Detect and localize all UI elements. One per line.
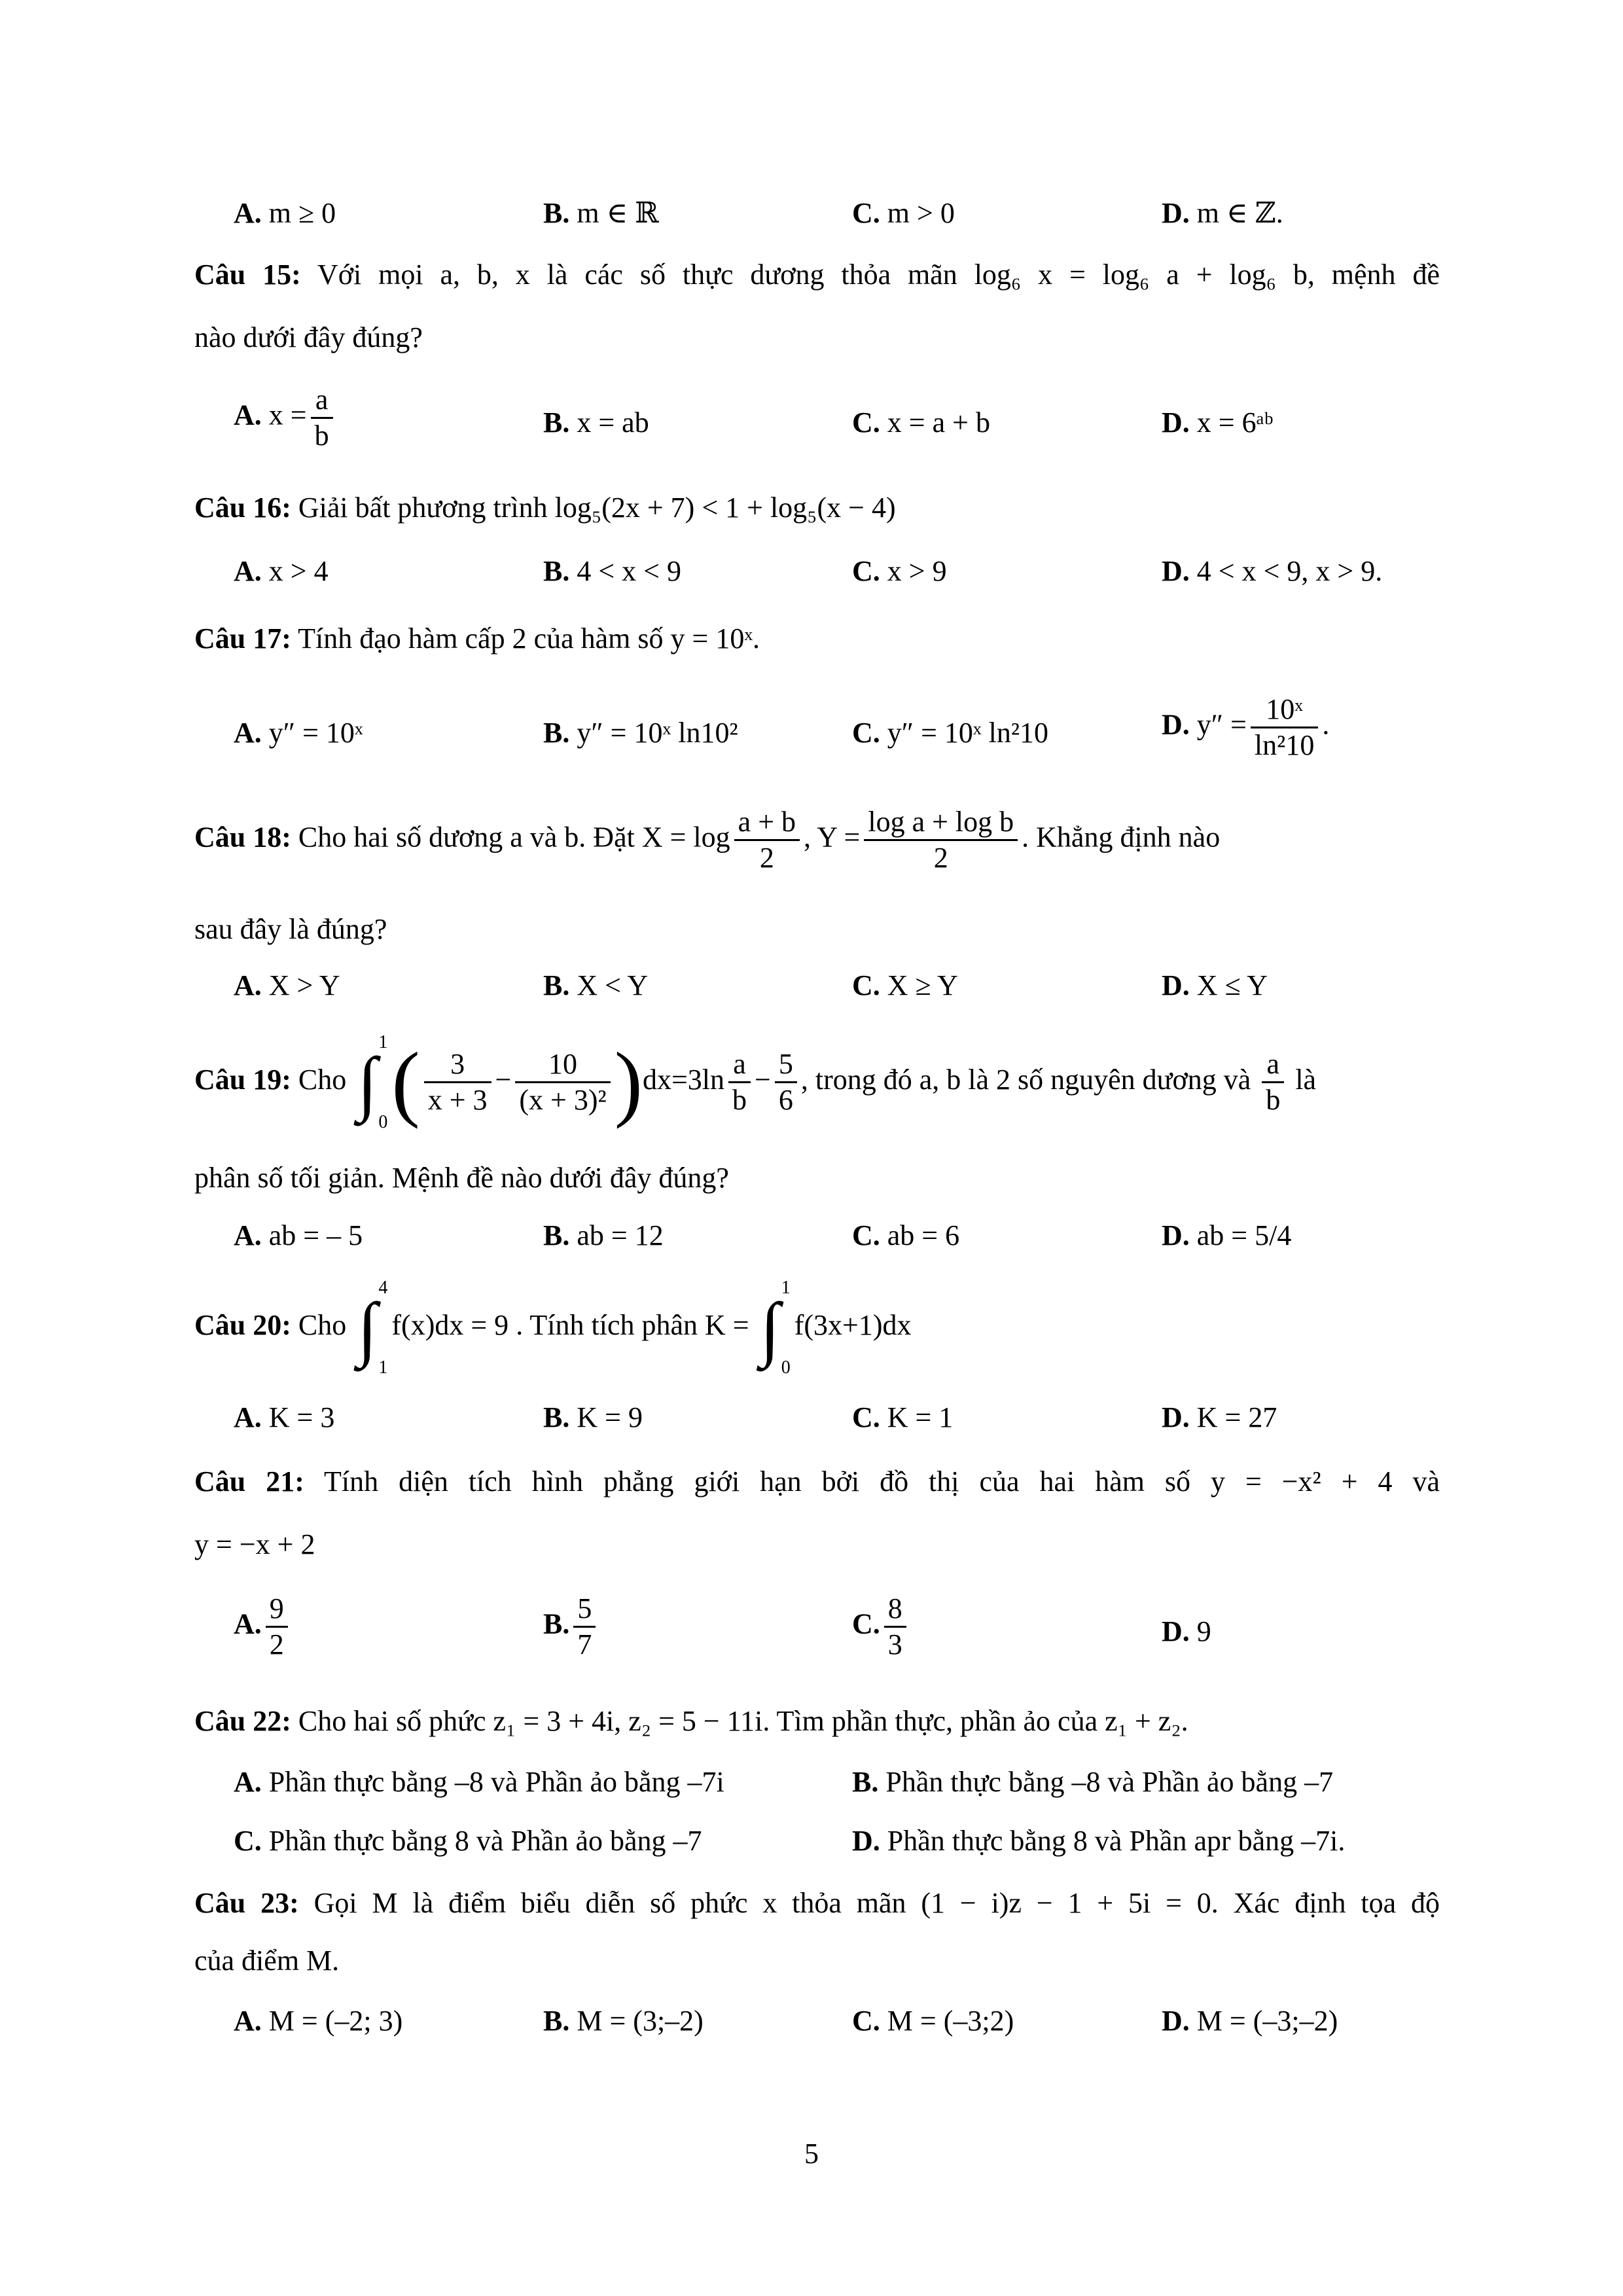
q19-option-d: D. ab = 5/4 [1162, 1219, 1292, 1251]
q23-stem: Câu 23: Gọi M là điểm biểu diễn số phức x thỏa mãn (1 − i)z − 1 + 5i = 0. Xác định tọa độ [194, 1887, 1440, 1919]
q15-option-b: B. x = ab [543, 406, 649, 439]
q22-option-c: C. Phần thực bằng 8 và Phần ảo bằng –7 [234, 1825, 702, 1857]
page-number: 5 [804, 2138, 819, 2170]
q16-stem: Câu 16: Giải bất phương trình log₅(2x + 7) < 1 + log₅(x − 4) [194, 492, 896, 524]
q17-stem: Câu 17: Tính đạo hàm cấp 2 của hàm số y = 10ˣ. [194, 622, 760, 655]
q16-option-a: A. x > 4 [234, 555, 329, 587]
q19-stem-line2: phân số tối giản. Mệnh đề nào dưới đây đúng? [194, 1162, 729, 1194]
q21-stem: Câu 21: Tính diện tích hình phẳng giới hạn bởi đồ thị của hai hàm số y = −x² + 4 và [194, 1465, 1440, 1498]
integral-sign: ∫ 1 0 [357, 1031, 388, 1132]
q15-option-a: A. x = $\frac{a}{b}$ [234, 383, 337, 453]
q18-option-b: B. X < Y [543, 969, 649, 1001]
q22-option-b: B. Phần thực bằng –8 và Phần ảo bằng –7 [852, 1766, 1334, 1798]
q17-option-a: A. y″ = 10ˣ [234, 717, 363, 749]
q15-stem: Câu 15: Với mọi a, b, x là các số thực dương thỏa mãn log₆ x = log₆ a + log₆ b, mệnh đề [194, 259, 1440, 291]
q22-option-d: D. Phần thực bằng 8 và Phần apr bằng –7i. [852, 1825, 1346, 1857]
q21-option-c: C. $\frac{8}{3}$ [852, 1592, 910, 1662]
q20-stem: Câu 20: Cho ∫ 4 1 f(x)dx = 9 . Tính tích phân K = ∫ 1 0 f(3x+1)dx [194, 1277, 912, 1378]
q23-option-b: B. M = (3;–2) [543, 2005, 704, 2037]
q22-stem: Câu 22: Cho hai số phức z₁ = 3 + 4i, z₂ = 5 − 11i. Tìm phần thực, phần ảo của z₁ + z₂. [194, 1705, 1188, 1737]
q17-option-c: C. y″ = 10ˣ ln²10 [852, 717, 1049, 749]
q21-option-a: A. $\frac{9}{2}$ [234, 1592, 292, 1662]
q19-stem: Câu 19: Cho ∫ 1 0 ( $\frac{3}{x + 3}$ − $\frac{10}{\text{(x + 3)²}}$ )dx=3ln $\frac{a}{b}$ − $\frac{5}{6}$ , trong đó a, b là 2 số nguyên dương và $\frac{a}{b}$ là [194, 1031, 1317, 1132]
integral-sign-1: ∫ 4 1 [357, 1277, 388, 1378]
q23-stem-line2: của điểm M. [194, 1945, 340, 1977]
q23-option-a: A. M = (–2; 3) [234, 2005, 403, 2037]
q16-option-b: B. 4 < x < 9 [543, 555, 681, 587]
q17-option-d: D. y″ = $\frac{\text{10ˣ}}{\text{ln²10}}$ . [1162, 693, 1330, 761]
q16-option-c: C. x > 9 [852, 555, 947, 587]
q20-option-b: B. K = 9 [543, 1401, 643, 1433]
q18-option-a: A. X > Y [234, 969, 340, 1001]
q14-option-d: D. m ∈ ℤ. [1162, 197, 1283, 229]
q16-option-d: D. 4 < x < 9, x > 9. [1162, 555, 1383, 587]
q23-option-d: D. M = (–3;–2) [1162, 2005, 1338, 2037]
q20-option-d: D. K = 27 [1162, 1401, 1277, 1433]
q21-option-b: B. $\frac{5}{7}$ [543, 1592, 599, 1662]
q23-option-c: C. M = (–3;2) [852, 2005, 1014, 2037]
q15-option-c: C. x = a + b [852, 406, 990, 439]
q20-option-c: C. K = 1 [852, 1401, 954, 1433]
q17-option-b: B. y″ = 10ˣ ln10² [543, 717, 738, 749]
q22-option-a: A. Phần thực bằng –8 và Phần ảo bằng –7i [234, 1766, 724, 1798]
q14-option-a: A. m ≥ 0 [234, 197, 336, 229]
integral-sign-2: ∫ 1 0 [760, 1277, 791, 1378]
q19-option-b: B. ab = 12 [543, 1219, 664, 1251]
q20-option-a: A. K = 3 [234, 1401, 335, 1433]
q14-option-c: C. m > 0 [852, 197, 955, 229]
q18-option-c: C. X ≥ Y [852, 969, 958, 1001]
q21-option-d: D. 9 [1162, 1615, 1211, 1647]
q18-stem-line2: sau đây là đúng? [194, 913, 387, 945]
q15-stem-line2: nào dưới đây đúng? [194, 321, 423, 353]
q18-stem: Câu 18: Cho hai số dương a và b. Đặt X = log $\frac{a + b}{2}$ , Y = $\frac{\text{log a + log b}}{2}$ . Khẳng định nào [194, 806, 1221, 874]
q14-option-b: B. m ∈ ℝ [543, 197, 659, 229]
q15-option-d: D. x = 6ᵃᵇ [1162, 406, 1274, 439]
q18-option-d: D. X ≤ Y [1162, 969, 1268, 1001]
q21-stem-line2: y = −x + 2 [194, 1528, 315, 1560]
q19-option-a: A. ab = – 5 [234, 1219, 363, 1251]
q19-option-c: C. ab = 6 [852, 1219, 960, 1251]
